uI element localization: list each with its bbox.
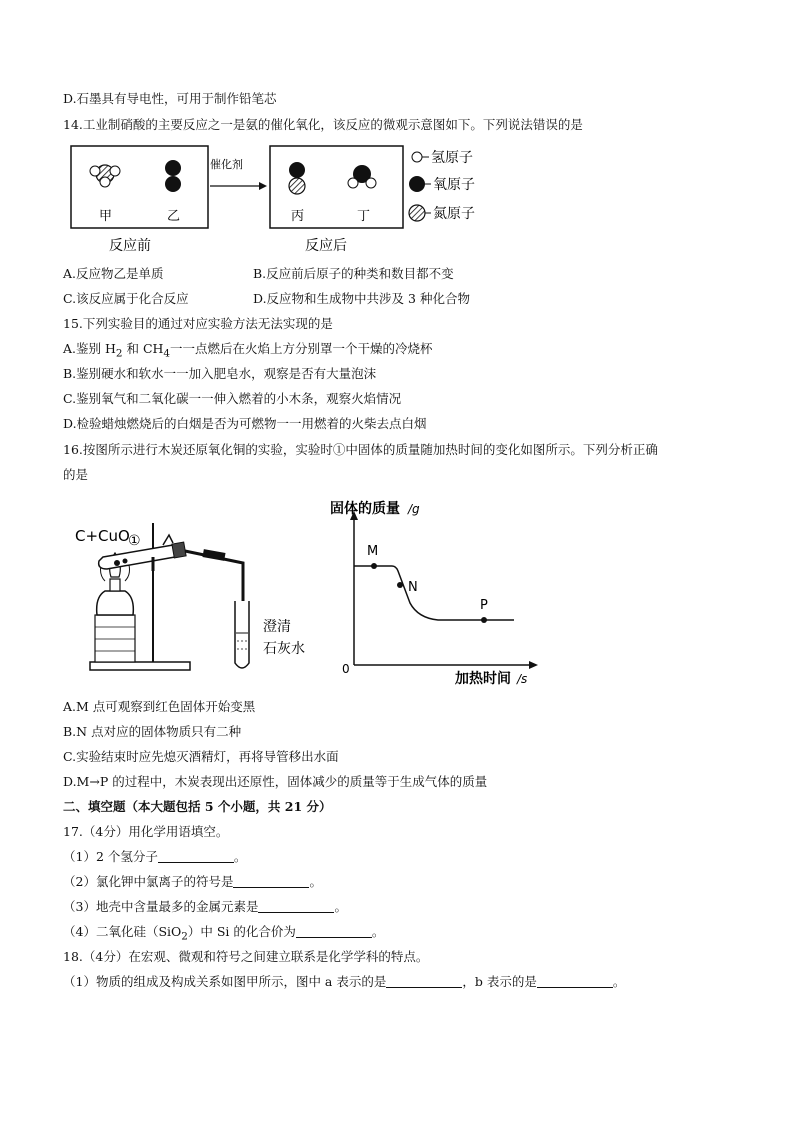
q17-item2: （2）氯化钾中氯离子的符号是 。	[63, 874, 322, 889]
molecule-jia-ammonia	[90, 165, 120, 187]
q14-option-a: A.反应物乙是单质	[63, 266, 164, 281]
label-n: N	[408, 580, 418, 595]
q18-blank-b[interactable]	[537, 974, 613, 988]
x-axis-unit: /s	[517, 672, 528, 686]
point-p	[481, 617, 487, 623]
label-m: M	[367, 544, 379, 559]
x-axis-label: 加热时间	[455, 671, 511, 687]
q18-stem: 18.（4分）在宏观、微观和符号之间建立联系是化学学科的特点。	[63, 949, 429, 964]
wooden-block	[95, 615, 135, 662]
q14-option-b: B.反应前后原子的种类和数目都不变	[253, 266, 454, 281]
molecule-ding-water	[348, 165, 376, 188]
point-n	[397, 582, 403, 588]
q17-item2-blank[interactable]	[233, 874, 309, 888]
molecule-yi-oxygen	[165, 160, 181, 192]
rubber-tubing	[202, 549, 225, 561]
limewater-test-tube	[235, 601, 249, 668]
q14-diagram-svg	[65, 140, 495, 260]
catalyst-label: 催化剂	[210, 158, 243, 171]
q17-item1: （1）2 个氢分子 。	[63, 849, 247, 864]
mass-curve	[354, 566, 514, 620]
q15-option-d: D.检验蜡烛燃烧后的白烟是否为可燃物一一用燃着的火柴去点白烟	[63, 416, 427, 431]
q17-item3: （3）地壳中含量最多的金属元素是 。	[63, 899, 347, 914]
label-jia: 甲	[99, 209, 113, 224]
q18-blank-a[interactable]	[386, 974, 462, 988]
q16-option-c: C.实验结束时应先熄灭酒精灯，再将导管移出水面	[63, 749, 339, 764]
label-bing: 丙	[291, 209, 305, 224]
q16-option-b: B.N 点对应的固体物质只有二种	[63, 724, 242, 739]
q17-item1-blank[interactable]	[158, 849, 234, 863]
q16-stem-line1: 16.按图所示进行木炭还原氧化铜的实验，实验时①中固体的质量随加热时间的变化如图所示。下列分析正确	[63, 442, 658, 457]
tube-marker: ①	[128, 533, 141, 549]
q16-option-d: D.M→P 的过程中，木炭表现出还原性，固体减少的质量等于生成气体的质量	[63, 774, 488, 789]
rubber-stopper	[172, 542, 186, 558]
label-ding: 丁	[357, 209, 371, 224]
before-box	[71, 146, 208, 228]
q14-option-d: D.反应物和生成物中共涉及 3 种化合物	[253, 291, 470, 306]
q13-option-d: D.石墨具有导电性，可用于制作铅笔芯	[63, 91, 277, 106]
q16-option-a: A.M 点可观察到红色固体开始变黑	[63, 699, 256, 714]
point-m	[371, 563, 377, 569]
legend-oxygen-label: 氧原子	[433, 177, 475, 193]
q16-apparatus	[65, 505, 325, 685]
legend-nitrogen	[409, 205, 475, 222]
apparatus-svg	[65, 505, 325, 685]
legend-hydrogen	[412, 150, 473, 166]
limewater-label-1: 澄清	[263, 619, 291, 635]
y-axis-unit: /g	[408, 502, 420, 516]
molecule-bing-no	[289, 162, 305, 194]
graph-svg	[320, 493, 545, 691]
label-yi: 乙	[167, 209, 181, 224]
stand-base	[90, 662, 190, 670]
origin-label: 0	[342, 662, 350, 676]
q17-stem: 17.（4分）用化学用语填空。	[63, 824, 229, 839]
q15-option-a: A.鉴别 $H_2$ 和 $CH_4$一一点燃后在火焰上方分别罩一个干燥的冷烧杯	[63, 341, 433, 360]
y-axis-label: 固体的质量	[330, 501, 400, 517]
legend-oxygen	[409, 176, 475, 193]
legend-hydrogen-label: 氢原子	[431, 150, 473, 166]
q17-item3-blank[interactable]	[258, 899, 334, 913]
reactants-label: C+CuO	[75, 527, 130, 545]
limewater-label-2: 石灰水	[263, 641, 305, 657]
q14-reaction-diagram	[65, 140, 495, 260]
before-label: 反应前	[109, 238, 151, 254]
q15-stem: 15.下列实验目的通过对应实验方法无法实现的是	[63, 316, 333, 331]
q17-item4-blank[interactable]	[296, 924, 372, 938]
q17-item4: （4）二氧化硅（SiO$_2$）中 Si 的化合价为 。	[63, 924, 385, 943]
q15-option-b: B.鉴别硬水和软水一一加入肥皂水，观察是否有大量泡沫	[63, 366, 377, 381]
section2-heading: 二、填空题（本大题包括 5 个小题，共 21 分）	[63, 799, 332, 814]
after-label: 反应后	[305, 238, 347, 254]
test-tube-1	[99, 542, 186, 569]
label-p: P	[480, 598, 488, 613]
q16-mass-time-graph	[320, 493, 545, 691]
q14-stem: 14.工业制硝酸的主要反应之一是氨的催化氧化，该反应的微观示意图如下。下列说法错误的是	[63, 117, 583, 132]
q14-option-c: C.该反应属于化合反应	[63, 291, 189, 306]
q15-option-c: C.鉴别氧气和二氧化碳一一伸入燃着的小木条，观察火焰情况	[63, 391, 402, 406]
legend-nitrogen-label: 氮原子	[433, 206, 475, 222]
q16-stem-line2: 的是	[63, 467, 89, 482]
q18-item1: （1）物质的组成及构成关系如图甲所示，图中 a 表示的是 ，b 表示的是 。	[63, 974, 626, 989]
